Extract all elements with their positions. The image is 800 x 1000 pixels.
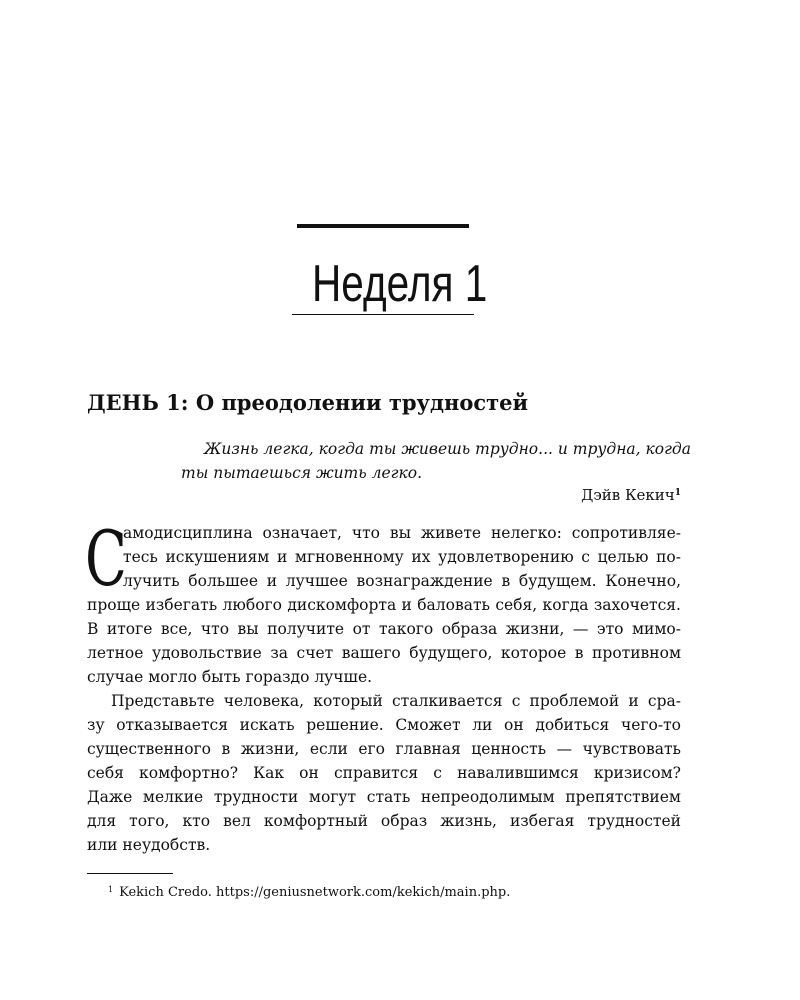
body-line: существенного в жизни, если его главная ценность — чувствовать	[87, 740, 681, 758]
footnote-text[interactable]: Kekich Credo. https://geniusnetwork.com/kekich/main.php.	[119, 885, 511, 900]
footnote-ref[interactable]: 1	[674, 488, 681, 498]
chapter-top-rule	[297, 224, 469, 228]
body-line: для того, кто вел комфортный образ жизнь, избегая трудностей	[87, 812, 681, 830]
body-line: лучить большее и лучшее вознаграждение в будущем. Конечно,	[123, 572, 681, 590]
body-line: случае могло быть гораздо лучше.	[87, 668, 373, 686]
body-line: летное удовольствие за счет вашего будущего, которое в противном	[87, 644, 681, 662]
epigraph-line-2: ты пытаешься жить легко.	[181, 464, 423, 482]
footnote	[108, 880, 510, 903]
body-line: или неудобств.	[87, 836, 211, 854]
body-line: Представьте человека, который сталкивается с проблемой и сра-	[111, 692, 681, 710]
body-line: проще избегать любого дискомфорта и баловать себя, когда захочется.	[87, 596, 681, 614]
footnote-marker: 1	[108, 885, 114, 894]
body-line: В итоге все, что вы получите от такого образа жизни, — это мимо-	[87, 620, 681, 638]
epigraph-attribution	[581, 483, 681, 505]
chapter-title: Неделя 1	[312, 255, 488, 313]
epigraph	[181, 437, 691, 485]
body-line: себя комфортно? Как он справится с навалившимся кризисом?	[87, 764, 681, 782]
footnote-rule	[87, 873, 173, 874]
body-text	[85, 514, 681, 857]
chapter-title-underline	[292, 314, 474, 315]
body-line: зу отказывается искать решение. Сможет ли он добиться чего-то	[87, 716, 681, 734]
body-line: Даже мелкие трудности могут стать непреодолимым препятствием	[87, 788, 681, 806]
drop-cap: С	[85, 514, 127, 603]
body-line: тесь искушениям и мгновенному их удовлетворению с целью по-	[123, 548, 681, 566]
day-heading: ДЕНЬ 1: О преодолении трудностей	[87, 390, 529, 415]
epigraph-line-1: Жизнь легка, когда ты живешь трудно... и трудна, когда	[204, 440, 691, 458]
epigraph-author: Дэйв Кекич	[581, 486, 675, 504]
body-line: амодисциплина означает, что вы живете нелегко: сопротивляе-	[123, 524, 681, 542]
